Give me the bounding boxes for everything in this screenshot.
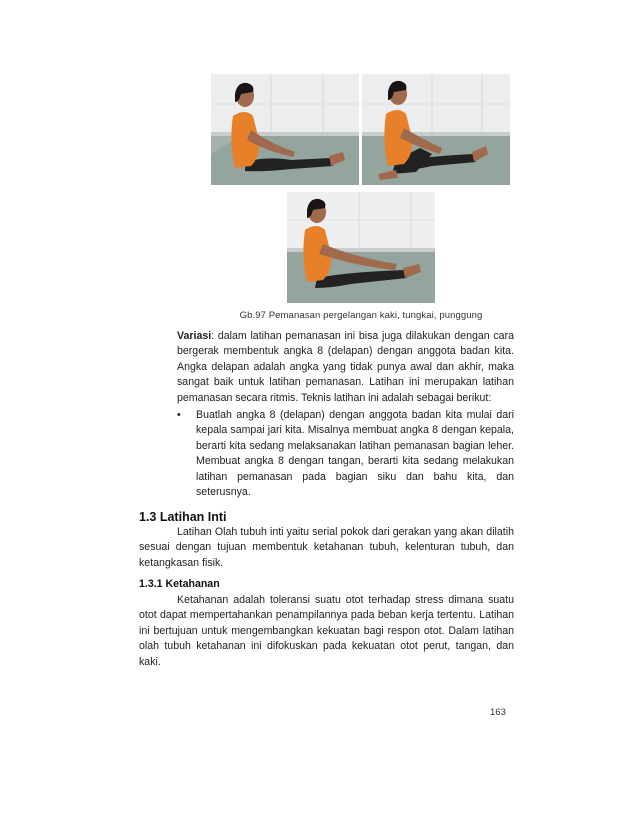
exercise-photo-1	[211, 74, 359, 185]
photo-illustration	[211, 74, 359, 185]
latihan-inti-paragraph: Latihan Olah tubuh inti yaitu serial pokok dari gerakan yang akan dilatih sesuai dengan tujuan membentuk ketahanan tubuh, kelenturan tubuh, dan ketangkasan fisik.	[139, 526, 514, 569]
bullet-symbol: •	[177, 409, 181, 421]
exercise-photo-3	[287, 192, 435, 303]
photo-illustration	[362, 74, 510, 185]
exercise-photo-2	[362, 74, 510, 185]
photo-illustration	[287, 192, 435, 303]
variasi-paragraph	[177, 329, 514, 406]
bullet-item	[177, 408, 514, 500]
variasi-text: : dalam latihan pemanasan ini bisa juga dilakukan dengan cara bergerak membentuk angka 8 (delapan) dengan anggota badan kita. Angka delapan adalah angka yang tidak punya awal dan akhir, maka sangat baik untuk latihan pemanasan. Latihan ini merupakan latihan pemanasan secara ritmis. Teknis latihan ini adalah sebagai berikut:	[177, 330, 514, 404]
bullet-text: Buatlah angka 8 (delapan) dengan anggota badan kita mulai dari kepala sampai jari kita. Misalnya membuat angka 8 dengan kepala, berarti kita sedang melaksanakan latihan pemanasan bagian leher. Membuat angka 8 dengan tangan, berarti kita sedang melakukan latihan pemanasan pada bagian siku dan bahu kita, dan seterusnya.	[196, 409, 514, 499]
variasi-label: Variasi	[177, 330, 212, 342]
section-heading-latihan-inti: 1.3 Latihan Inti	[139, 510, 227, 524]
section-heading-ketahanan: 1.3.1 Ketahanan	[139, 578, 220, 590]
page-number: 163	[490, 707, 506, 718]
ketahanan-paragraph: Ketahanan adalah toleransi suatu otot terhadap stress dimana suatu otot dapat mempertahankan penampilannya pada beban kerja tertentu. Latihan ini bertujuan untuk mengembangkan kekuatan bagi respon otot. Dalam latihan olah tubuh ketahanan ini difokuskan pada kekuatan otot perut, tangan, dan kaki.	[139, 594, 514, 668]
figure-caption: Gb.97 Pemanasan pergelangan kaki, tungkai, punggung	[239, 310, 483, 321]
